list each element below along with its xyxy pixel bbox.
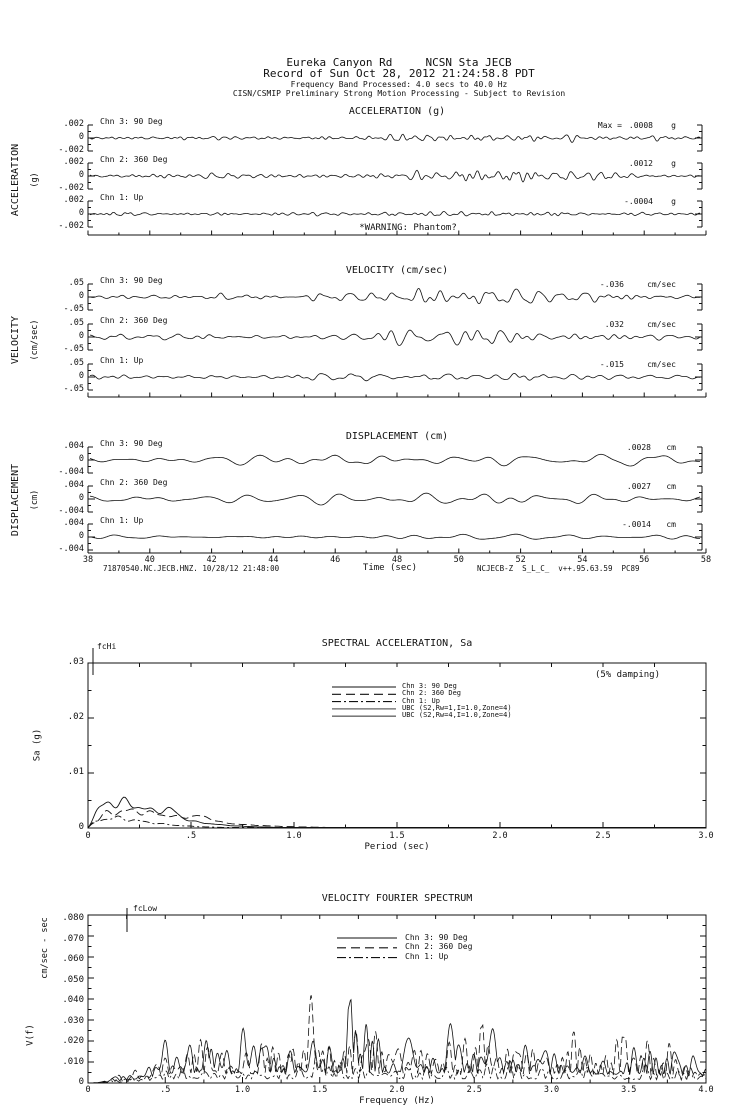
sa-xtick-label: .5 <box>185 831 197 842</box>
max-value: .0028 <box>626 442 651 452</box>
ytick-label: .002 <box>63 157 84 168</box>
processing-note: CISN/CSMIP Preliminary Strong Motion Processing - Subject to Revision <box>232 89 566 98</box>
sa-legend-label: UBC (S2,Rw=1,I=1.0,Zone=4) <box>402 704 512 712</box>
frequency-band: Frequency Band Processed: 4.0 secs to 40.0 Hz <box>290 80 508 89</box>
time-tick-label: 38 <box>82 554 94 565</box>
spectral-acceleration-title: SPECTRAL ACCELERATION, Sa <box>321 638 473 649</box>
sa-legend-label: Chn 3: 90 Deg <box>402 682 457 691</box>
ytick-label: -.05 <box>63 344 84 355</box>
time-tick-label: 44 <box>268 554 279 565</box>
sa-ytick-label: .02 <box>67 712 84 722</box>
vf-axis-label: V(f) <box>25 1024 36 1046</box>
sa-legend-label: Chn 1: Up <box>402 696 440 705</box>
max-units: cm/sec <box>647 319 676 329</box>
time-tick-label: 48 <box>391 554 403 565</box>
vf-legend-label: Chn 1: Up <box>405 952 449 962</box>
vf-legend-label: Chn 3: 90 Deg <box>405 932 468 942</box>
sa-ytick-label: .03 <box>67 657 84 667</box>
vf-ytick-label: .080 <box>62 913 84 923</box>
fchi-label: fcHi <box>97 642 117 651</box>
max-units: cm <box>666 442 676 452</box>
channel-label: Chn 3: 90 Deg <box>100 116 163 126</box>
ytick-label: .004 <box>63 480 84 491</box>
max-value: .032 <box>604 319 624 329</box>
time-tick-label: 42 <box>206 554 217 565</box>
sa-xtick-label: 1.5 <box>389 831 405 842</box>
time-tick-label: 56 <box>639 554 650 565</box>
channel-label: Chn 2: 360 Deg <box>100 315 168 325</box>
damping-annotation: (5% damping) <box>594 670 660 680</box>
ytick-label: .05 <box>68 278 84 289</box>
channel-label: Chn 1: Up <box>100 192 144 202</box>
ytick-label: .002 <box>63 195 84 206</box>
ytick-label: .05 <box>68 358 84 369</box>
ytick-label: -.05 <box>63 384 84 395</box>
time-tick-label: 58 <box>700 554 712 565</box>
max-prefix: Max = <box>597 120 622 130</box>
sa-xtick-label: 3.0 <box>698 831 714 842</box>
vf-ytick-label: .020 <box>62 1036 84 1046</box>
sa-legend-label: Chn 2: 360 Deg <box>402 689 462 698</box>
vf-xtick-label: 2.5 <box>466 1085 482 1096</box>
velocity-axis-units: (cm/sec) <box>29 319 40 361</box>
ytick-label: 0 <box>78 170 84 181</box>
max-units: g <box>671 158 676 168</box>
max-value: -.0004 <box>624 196 653 206</box>
vf-xtick-label: .5 <box>160 1085 171 1096</box>
sa-xtick-label: 0 <box>85 831 91 842</box>
max-units: cm/sec <box>647 359 676 369</box>
channel-label: Chn 1: Up <box>100 515 144 525</box>
ytick-label: 0 <box>78 454 84 465</box>
acceleration-axis-units: (g) <box>29 172 40 188</box>
vf-xtick-label: 3.5 <box>621 1085 637 1096</box>
ytick-label: -.002 <box>58 183 84 194</box>
channel-label: Chn 3: 90 Deg <box>100 275 163 285</box>
fclow-label: fcLow <box>133 904 158 913</box>
max-value: -.015 <box>599 359 624 369</box>
ytick-label: -.004 <box>58 506 84 517</box>
ytick-label: -.004 <box>58 467 84 478</box>
channel-label: Chn 1: Up <box>100 355 144 365</box>
vf-ytick-label: .040 <box>62 995 84 1005</box>
ytick-label: 0 <box>78 371 84 382</box>
velocity-title: VELOCITY (cm/sec) <box>345 265 449 276</box>
ytick-label: 0 <box>78 208 84 219</box>
period-axis-label: Period (sec) <box>364 842 430 852</box>
max-units: g <box>671 196 676 206</box>
vf-ytick-label: .060 <box>62 954 84 964</box>
channel-label: Chn 3: 90 Deg <box>100 438 163 448</box>
phantom-warning: *WARNING: Phantom? <box>359 223 457 233</box>
ytick-label: 0 <box>78 531 84 542</box>
processing-footer: NCJECB-Z S_L_C_ v++.95.63.59 PC89 <box>477 564 640 573</box>
max-units: cm/sec <box>647 279 676 289</box>
acceleration-axis-label: ACCELERATION <box>10 143 21 217</box>
max-value: .0012 <box>628 158 653 168</box>
ytick-label: .05 <box>68 318 84 329</box>
record-id-footer: 71870540.NC.JECB.HNZ. 10/28/12 21:48:00 <box>103 564 280 573</box>
vf-ytick-label: .010 <box>62 1056 84 1067</box>
max-units: g <box>671 120 676 130</box>
acceleration-title: ACCELERATION (g) <box>348 106 446 117</box>
sa-ytick-label: .01 <box>67 767 84 777</box>
vf-ytick-label: 0 <box>78 1077 84 1087</box>
channel-label: Chn 2: 360 Deg <box>100 477 168 487</box>
vf-xtick-label: 1.0 <box>234 1085 251 1096</box>
time-axis-label: Time (sec) <box>362 563 418 573</box>
ytick-label: .002 <box>63 119 84 130</box>
channel-label: Chn 2: 360 Deg <box>100 154 168 164</box>
vf-xtick-label: 4.0 <box>698 1085 714 1096</box>
displacement-title: DISPLACEMENT (cm) <box>345 431 449 442</box>
time-tick-label: 54 <box>577 554 588 565</box>
ytick-label: 0 <box>78 291 84 302</box>
ytick-label: 0 <box>78 493 84 504</box>
ytick-label: -.004 <box>58 544 84 555</box>
record-date: Record of Sun Oct 28, 2012 21:24:58.8 PDT <box>263 67 535 80</box>
vf-xtick-label: 2.0 <box>389 1085 405 1096</box>
max-units: cm <box>666 481 676 491</box>
velocity-axis-label: VELOCITY <box>10 315 21 365</box>
sa-xtick-label: 2.5 <box>595 831 611 842</box>
vf-ytick-label: .030 <box>62 1015 84 1026</box>
ytick-label: .004 <box>63 518 84 529</box>
max-units: cm <box>666 519 676 529</box>
sa-ytick-label: 0 <box>78 822 84 832</box>
vf-xtick-label: 0 <box>85 1085 91 1096</box>
sa-xtick-label: 2.0 <box>492 831 508 842</box>
sa-axis-label: Sa (g) <box>32 728 43 762</box>
max-value: .0008 <box>628 120 653 130</box>
ytick-label: -.002 <box>58 221 84 232</box>
frequency-axis-label: Frequency (Hz) <box>359 1096 435 1106</box>
ytick-label: -.05 <box>63 304 84 315</box>
displacement-axis-label: DISPLACEMENT <box>10 463 21 537</box>
ytick-label: -.002 <box>58 145 84 156</box>
vf-axis-units: cm/sec - sec <box>39 917 50 979</box>
ytick-label: .004 <box>63 441 84 452</box>
vf-xtick-label: 1.5 <box>312 1085 328 1096</box>
displacement-axis-units: (cm) <box>29 489 40 511</box>
time-tick-label: 52 <box>515 554 526 565</box>
sa-xtick-label: 1.0 <box>286 831 302 842</box>
ytick-label: 0 <box>78 331 84 342</box>
vf-legend-label: Chn 2: 360 Deg <box>405 942 473 952</box>
ytick-label: 0 <box>78 132 84 143</box>
vf-ytick-label: .070 <box>62 933 84 944</box>
fourier-spectrum-title: VELOCITY FOURIER SPECTRUM <box>321 893 473 904</box>
time-tick-label: 46 <box>330 554 341 565</box>
time-tick-label: 50 <box>453 554 464 565</box>
max-value: .0027 <box>626 481 651 491</box>
station-title: Eureka Canyon Rd NCSN Sta JECB <box>286 56 512 69</box>
time-tick-label: 40 <box>144 554 155 565</box>
sa-legend-label: UBC (S2,Rw=4,I=1.0,Zone=4) <box>402 711 512 720</box>
max-value: -.036 <box>599 279 624 289</box>
max-value: -.0014 <box>622 519 651 529</box>
vf-ytick-label: .050 <box>62 974 84 985</box>
vf-xtick-label: 3.0 <box>543 1085 560 1096</box>
